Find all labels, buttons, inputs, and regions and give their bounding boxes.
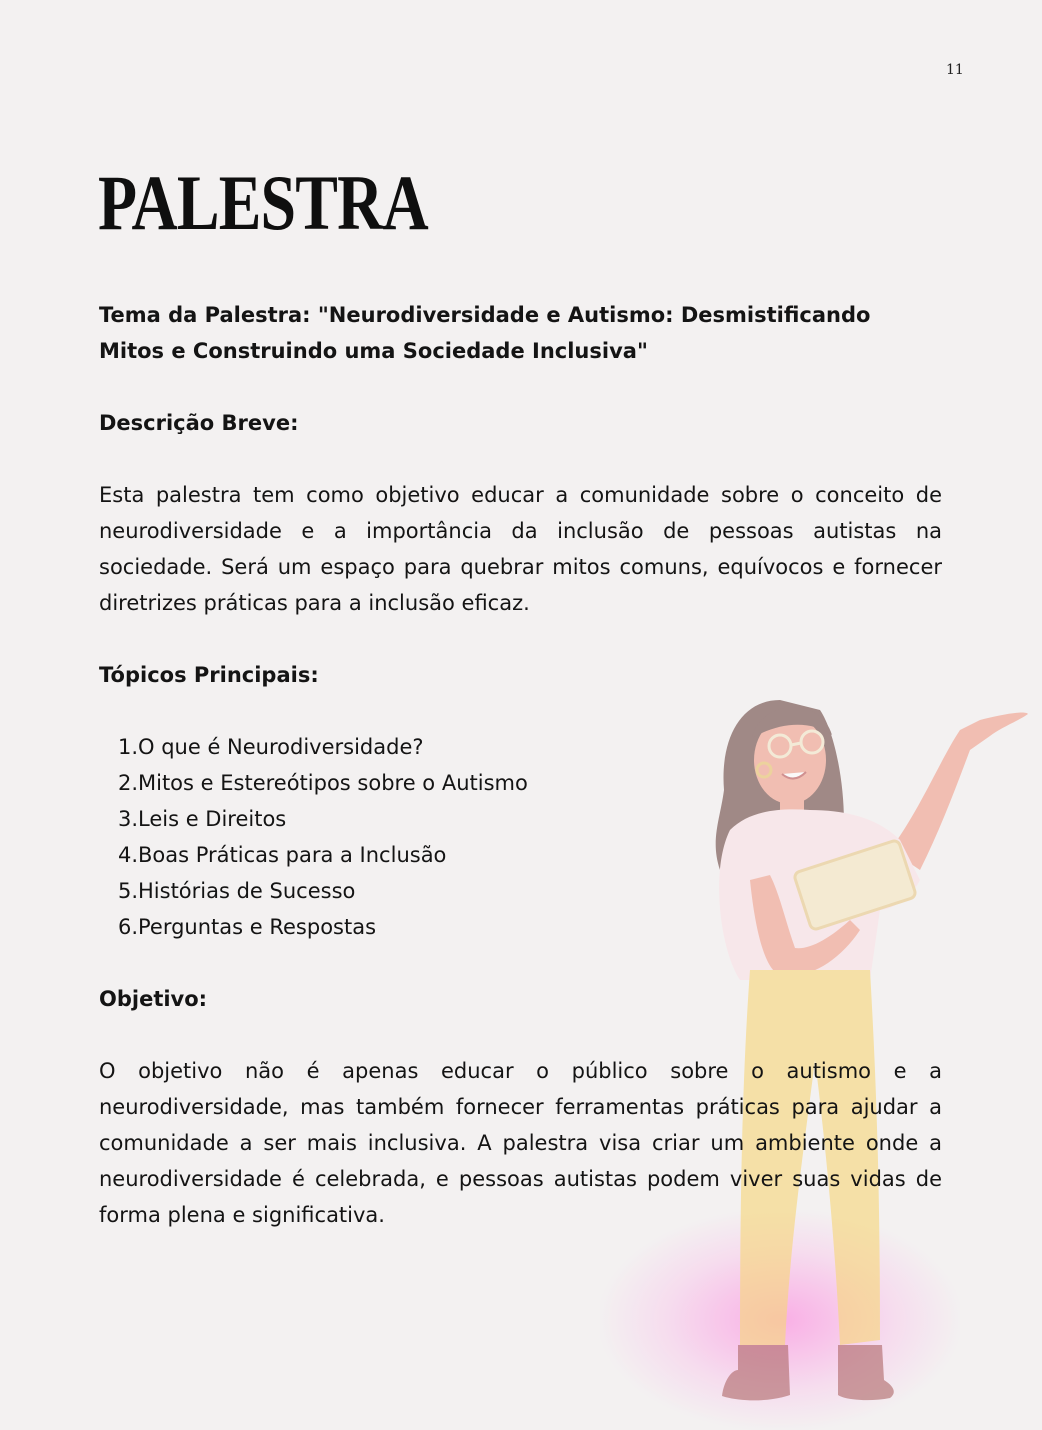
list-item: 6. Perguntas e Respostas	[117, 915, 377, 939]
content-body	[99, 297, 942, 1233]
list-item: 3. Leis e Direitos	[117, 807, 287, 831]
objetivo-heading: Objetivo:	[99, 987, 208, 1011]
topics-list	[99, 729, 942, 945]
objetivo-text: O objetivo não é apenas educar o público sobre o autismo e a neurodiversidade, mas também fornecer ferramentas práticas para ajudar a comunidade a ser mais inclusiva. A palestra visa criar um ambiente onde a neurodiversidade é celebrada, e pessoas autistas podem viver suas vidas de forma plena e significativa.	[99, 1059, 942, 1227]
descricao-heading: Descrição Breve:	[99, 411, 299, 435]
list-item: 5. Histórias de Sucesso	[117, 879, 356, 903]
descricao-text: Esta palestra tem como objetivo educar a comunidade sobre o conceito de neurodiversidade e a importância da inclusão de pessoas autistas na sociedade. Será um espaço para quebrar mitos comuns, equívocos e fornecer diretrizes práticas para a inclusão eficaz.	[99, 483, 942, 615]
list-item: 4. Boas Práticas para a Inclusão	[117, 843, 447, 867]
list-item: 1. O que é Neurodiversidade?	[117, 735, 424, 759]
tema-heading: Tema da Palestra: "Neurodiversidade e Autismo: Desmistificando Mitos e Construindo uma Sociedade Inclusiva"	[99, 303, 871, 363]
page-title: PALESTRA	[98, 159, 428, 246]
page-number: 11	[946, 62, 964, 78]
list-item: 2. Mitos e Estereótipos sobre o Autismo	[117, 771, 528, 795]
topicos-heading: Tópicos Principais:	[99, 663, 319, 687]
